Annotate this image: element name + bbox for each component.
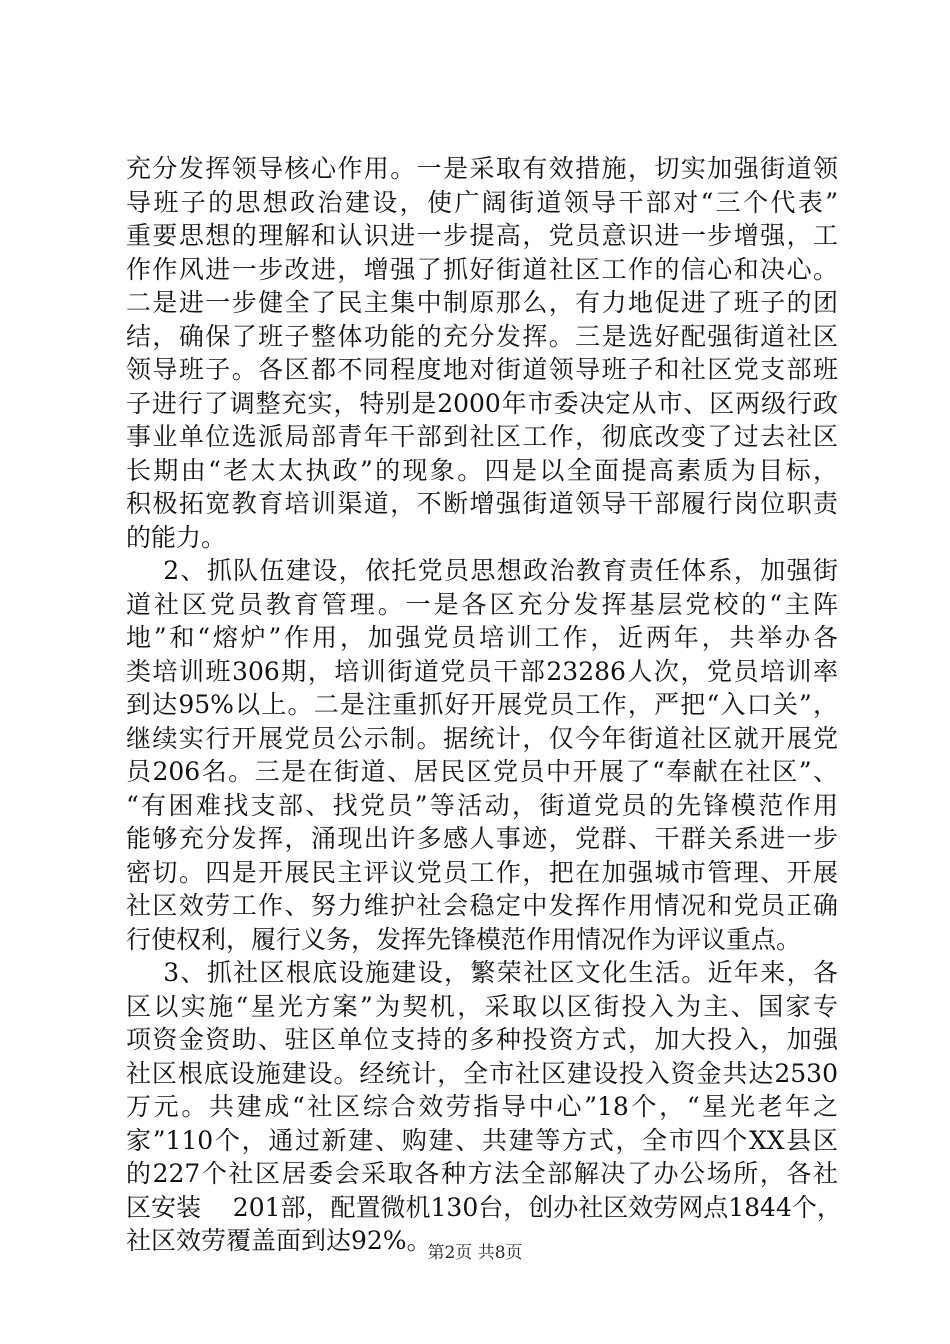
text-line: 3、抓社区根底设施建设，繁荣社区文化生活。近年来，各	[126, 958, 838, 987]
text-line: 领导班子。各区都不同程度地对街道领导班子和社区党支部班	[126, 355, 838, 384]
text-line: 社区根底设施建设。经统计，全市社区建设投入资金共达2530	[126, 1058, 838, 1088]
text-line: 能够充分发挥，涌现出许多感人事迹，党群、干群关系进一步	[126, 824, 838, 853]
text-line: 万元。共建成“社区综合效劳指导中心”18个，“星光老年之	[126, 1092, 838, 1121]
text-line: 作作风进一步改进，增强了抓好街道社区工作的信心和决心。	[126, 254, 838, 284]
text-line: 导班子的思想政治建设，使广阔街道领导干部对“三个代表”	[126, 187, 838, 217]
text-line: 到达95%以上。二是注重抓好开展党员工作，严把“入口关”，	[126, 690, 838, 719]
text-line: 的能力。	[126, 522, 227, 552]
text-line: 家”110个，通过新建、购建、共建等方式，全市四个XX县区	[126, 1125, 838, 1155]
text-line: 事业单位选派局部青年干部到社区工作，彻底改变了过去社区	[126, 422, 838, 451]
text-line: 充分发挥领导核心作用。一是采取有效措施，切实加强街道领	[126, 154, 838, 183]
text-line: 继续实行开展党员公示制。据统计，仅今年街道社区就开展党	[126, 723, 838, 753]
text-line: 地”和“熔炉”作用，加强党员培训工作，近两年，共举办各	[126, 623, 838, 652]
page-number-footer: 第2页 共8页	[427, 1243, 523, 1263]
text-line: 行使权利，履行义务，发挥先锋模范作用情况作为评议重点。	[126, 924, 802, 954]
text-line: 密切。四是开展民主评议党员工作，把在加强城市管理、开展	[126, 857, 838, 887]
text-line: “有困难找支部、找党员”等活动，街道党员的先锋模范作用	[126, 790, 838, 820]
text-line: 类培训班306期，培训街道党员干部23286人次，党员培训率	[126, 656, 838, 686]
text-line: 区安装 201部，配置微机130台，创办社区效劳网点1844个，	[126, 1192, 842, 1222]
text-line: 长期由“老太太执政”的现象。四是以全面提高素质为目标，	[126, 455, 838, 485]
text-line: 道社区党员教育管理。一是各区充分发挥基层党校的“主阵	[126, 589, 838, 619]
text-line: 的227个社区居委会采取各种方法全部解决了办公场所，各社	[126, 1159, 838, 1188]
body-text	[126, 152, 842, 1258]
text-line: 二是进一步健全了民主集中制原那么，有力地促进了班子的团	[126, 288, 838, 317]
text-line: 区以实施“星光方案”为契机，采取以区街投入为主、国家专	[126, 991, 838, 1021]
text-line: 重要思想的理解和认识进一步提高，党员意识进一步增强，工	[126, 221, 838, 250]
text-line: 社区效劳工作、努力维护社会稳定中发挥作用情况和党员正确	[126, 891, 838, 920]
text-line: 员206名。三是在街道、居民区党员中开展了“奉献在社区”、	[126, 757, 838, 786]
text-line: 社区效劳覆盖面到达92%。	[126, 1226, 432, 1255]
text-line: 积极拓宽教育培训渠道，不断增强街道领导干部履行岗位职责	[126, 489, 838, 518]
text-line: 子进行了调整充实，特别是2000年市委决定从市、区两级行政	[126, 388, 838, 418]
text-line: 项资金资助、驻区单位支持的多种投资方式，加大投入，加强	[126, 1025, 838, 1054]
text-line: 2、抓队伍建设，依托党员思想政治教育责任体系，加强街	[126, 556, 838, 585]
text-line: 结，确保了班子整体功能的充分发挥。三是选好配强街道社区	[126, 321, 838, 351]
